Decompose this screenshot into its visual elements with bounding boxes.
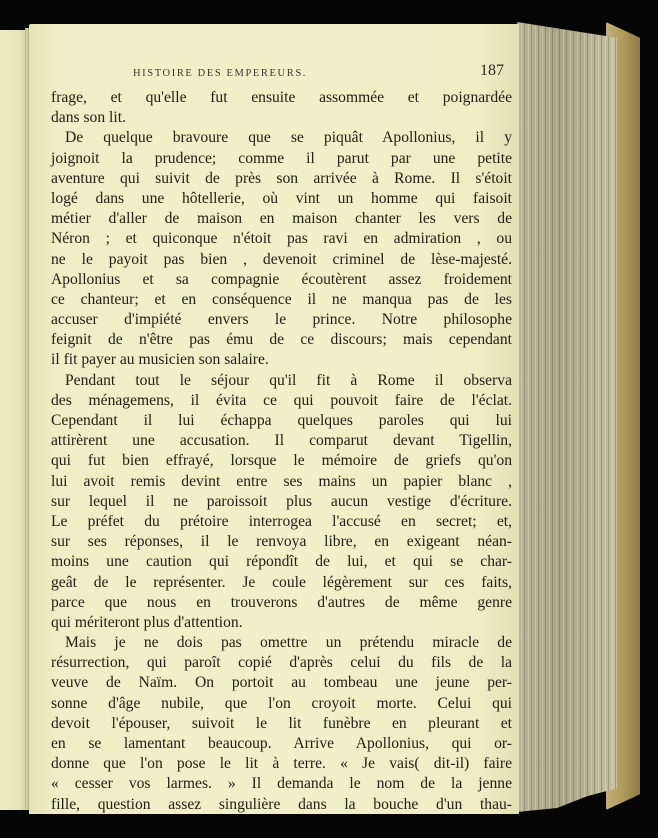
- page-text-block: [51, 64, 512, 815]
- text-line: Le préfet du prétoire interrogea l'accusé en secret; et,: [51, 512, 512, 530]
- text-line: Apollonius et sa compagnie écoutèrent assez froidement: [51, 270, 512, 288]
- text-line: métier d'aller de maison en maison chanter les vers de: [51, 210, 512, 228]
- text-line: donne que l'on pose le lit à terre. « Je vais( dit-il) faire: [51, 755, 512, 773]
- text-line: résurrection, qui paroît copié d'après celui du fils de la: [51, 654, 512, 672]
- text-line: attirèrent une accusation. Il comparut devant Tigellin,: [51, 432, 512, 450]
- text-line: parce que nous en trouverons d'autres de même genre: [51, 593, 512, 611]
- text-line: Mais je ne dois pas omettre un prétendu miracle de: [65, 634, 512, 652]
- text-line: Néron ; et quiconque n'étoit pas ravi en admiration , ou: [51, 230, 512, 248]
- text-line: sonne d'âge nubile, que l'on croyoit morte. Celui qui: [51, 694, 512, 712]
- facing-page-edge: [0, 30, 27, 810]
- text-line: ce chanteur; et en conséquence il ne manqua pas de les: [51, 290, 512, 308]
- text-line: frage, et qu'elle fut ensuite assommée et poignardée: [51, 89, 512, 106]
- body-text: [51, 88, 512, 815]
- text-line: des ménagemens, il évita ce qui pouvoit faire de l'éclat.: [51, 391, 512, 409]
- text-line: devoit l'épouser, suivoit le lit funèbre en pleurant et: [51, 714, 512, 732]
- text-line: fille, question assez singulière dans la bouche d'un thau-: [51, 795, 512, 813]
- text-line: lui avoit remis devint entre ses mains un papier blanc ,: [51, 472, 512, 490]
- text-line: qui mériteront plus d'attention.: [51, 613, 243, 631]
- text-line: « cesser vos larmes. » Il demanda le nom de la jenne: [51, 775, 512, 793]
- running-head: [51, 64, 512, 88]
- text-line: ne le payoit pas bien , devenoit criminel de lèse-majesté.: [51, 250, 512, 268]
- text-line: De quelque bravoure que se piquât Apollonius, il y: [65, 129, 512, 147]
- text-line: en se lamentant beaucoup. Arrive Apollonius, qui or-: [51, 735, 512, 752]
- text-line: qui fut bien effrayé, lorsque le mémoire de griefs qu'on: [51, 452, 512, 470]
- text-line: logé dans une hôtellerie, où vint un homme qui faisoit: [51, 189, 512, 207]
- text-line: joignoit la prudence; comme il parut par une petite: [51, 149, 512, 167]
- text-line: dans son lit.: [51, 109, 126, 127]
- text-line: veuve de Naïm. On portoit au tombeau une jeune per-: [51, 674, 512, 692]
- text-line: moins une caution qui répondît de lui, et qui se char-: [51, 553, 512, 571]
- text-line: Pendant tout le séjour qu'il fit à Rome il observa: [65, 371, 512, 389]
- text-line: accuser d'impiété envers le prince. Notre philosophe: [51, 311, 512, 329]
- page-number: 187: [480, 62, 504, 79]
- text-line: geât de le représenter. Je coule légèrement sur ces faits,: [51, 573, 512, 591]
- text-line: feignit de n'être pas ému de ce discours; mais cependant: [51, 331, 512, 349]
- page-fore-edge: [517, 22, 617, 812]
- running-head-title: HISTOIRE DES EMPEREURS.: [133, 68, 307, 79]
- text-line: il fit payer au musicien son salaire.: [51, 351, 269, 369]
- text-line: sur ses réponses, il le renvoya libre, en exigeant néan-: [51, 533, 512, 551]
- text-line: sur lequel il ne paroissoit plus aucun vestige d'écriture.: [51, 492, 512, 510]
- text-line: aventure qui suivit de près son arrivée à Rome. Il s'étoit: [51, 169, 512, 187]
- text-line: Cependant il lui échappa quelques paroles qui lui: [51, 412, 512, 429]
